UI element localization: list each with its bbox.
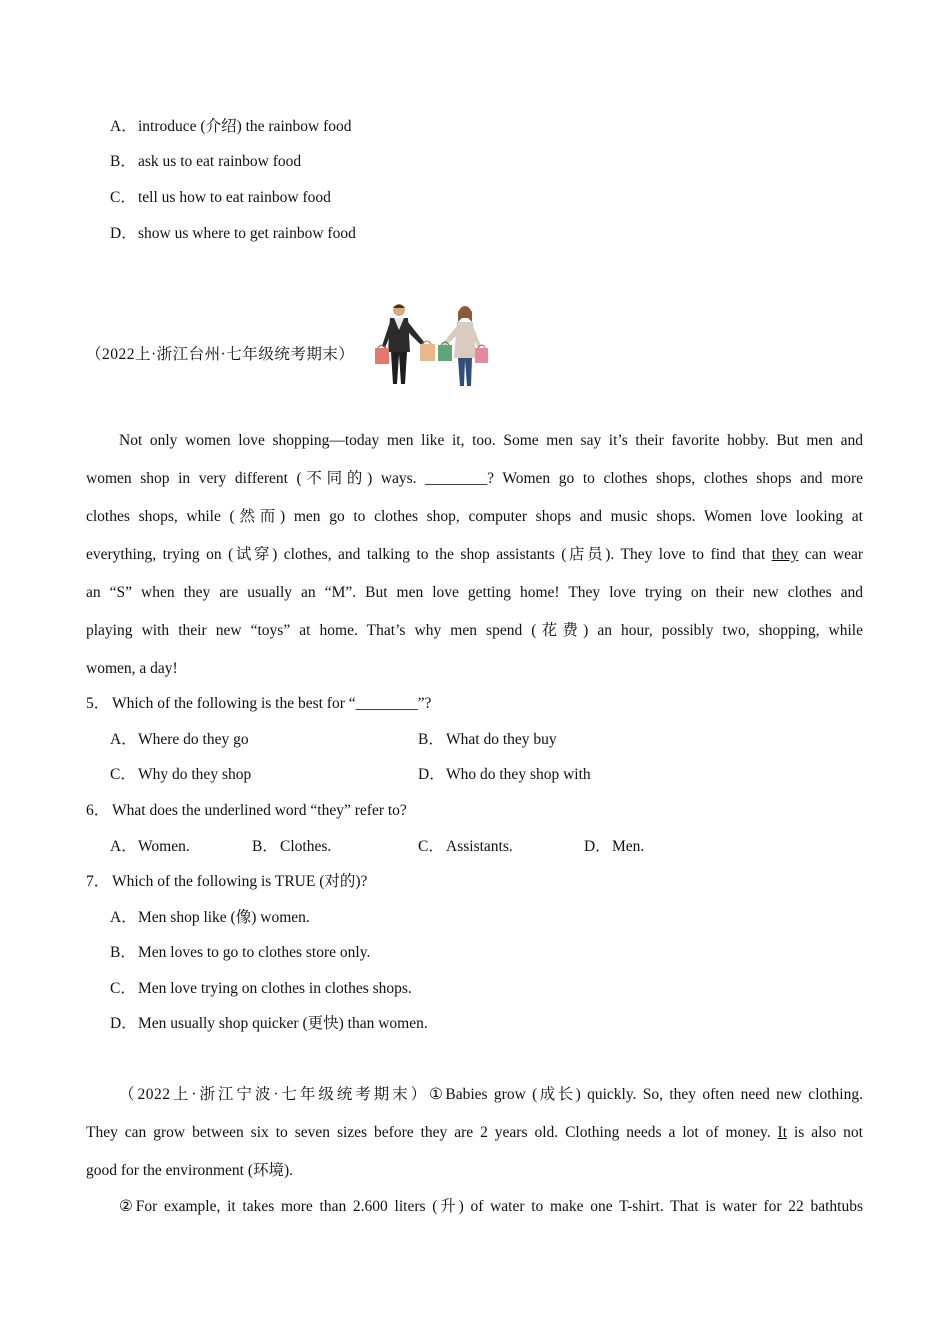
option-c: C． tell us how to eat rainbow food (110, 189, 331, 206)
passage-line: playing with their new “toys” at home. That’s why men spend (花费) an hour, possibly two, shopping, while (86, 622, 863, 639)
passage-line: （2022上·浙江宁波·七年级统考期末）①Babies grow (成长) quickly. So, they often need new clothing. (86, 1085, 863, 1105)
passage-line: women, a day! (86, 660, 178, 677)
passage-line: women shop in very different (不同的) ways. ________? Women go to clothes shops, clothes shops and more (86, 470, 863, 487)
passage-line: everything, trying on (试穿) clothes, and talking to the shop assistants (店员). They love to find that they can wear (86, 546, 864, 563)
question-stem: 5． Which of the following is the best for “________”? (86, 695, 432, 712)
underlined-word: they (771, 546, 799, 563)
passage-source: （2022上·浙江台州·七年级统考期末） (86, 346, 355, 363)
option-a: A．Where do they go (110, 731, 249, 748)
option-a: A．Men shop like (像) women. (110, 909, 310, 926)
option-d: D．show us where to get rainbow food (110, 225, 356, 242)
option-d: D．Men. (584, 838, 645, 855)
option-b: B． Men loves to go to clothes store only. (110, 944, 371, 961)
passage-line: They can grow between six to seven sizes before they are 2 years old. Clothing needs a lot of money. It is also not (86, 1124, 863, 1141)
passage-line: Not only women love shopping—today men like it, too. Some men say it’s their favorite hobby. But men and (119, 432, 863, 449)
option-c: C． Men love trying on clothes in clothes shops. (110, 980, 412, 997)
option-d: D．Who do they shop with (418, 766, 591, 783)
option-d: D．Men usually shop quicker (更快) than women. (110, 1015, 428, 1032)
passage-line: good for the environment (环境). (86, 1162, 294, 1179)
question-stem: 7． Which of the following is TRUE (对的)? (86, 873, 368, 890)
question-stem: 6． What does the underlined word “they” refer to? (86, 802, 407, 819)
option-b: B． Clothes. (252, 838, 332, 855)
passage-source: （2022上·浙江宁波·七年级统考期末） (119, 1086, 430, 1103)
option-b: B． ask us to eat rainbow food (110, 153, 302, 170)
shopping-couple-illustration (372, 300, 492, 392)
underlined-word: It (777, 1124, 788, 1141)
passage-line: ②For example, it takes more than 2.600 liters (升) of water to make one T-shirt. That is water for 22 bathtubs (119, 1198, 863, 1215)
option-c: C． Assistants. (418, 838, 513, 855)
option-c: C． Why do they shop (110, 766, 252, 783)
option-a: A．Women. (110, 838, 190, 855)
option-a: A．introduce (介绍) the rainbow food (110, 118, 352, 135)
passage-line: an “S” when they are usually an “M”. But men love getting home! They love trying on their new clothes and (86, 584, 863, 601)
passage-line: clothes shops, while (然而) men go to clothes shop, computer shops and music shops. Women love looking at (86, 508, 863, 525)
option-b: B． What do they buy (418, 731, 557, 748)
